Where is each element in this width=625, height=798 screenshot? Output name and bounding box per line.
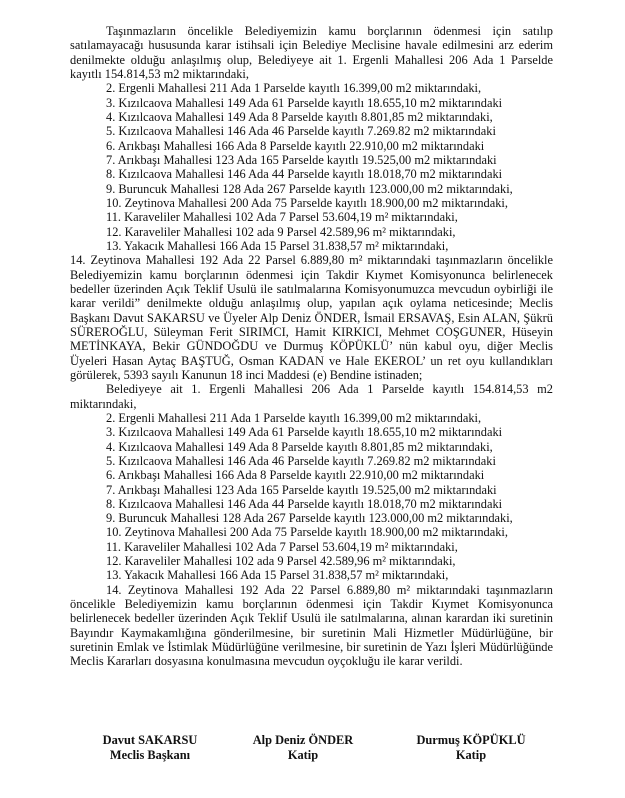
list-item: 9. Buruncuk Mahallesi 128 Ada 267 Parselde kayıtlı 123.000,00 m2 miktarındaki, <box>106 511 513 526</box>
signature-title: Katip <box>287 747 319 762</box>
list-item: 2. Ergenli Mahallesi 211 Ada 1 Parselde kayıtlı 16.399,00 m2 miktarındaki, <box>106 410 482 425</box>
signature-block <box>0 733 625 773</box>
list-item: 10. Zeytinova Mahallesi 200 Ada 75 Parselde kayıtlı 18.900,00 m2 miktarındaki, <box>106 525 508 540</box>
signature-title: Meclis Başkanı <box>109 747 191 762</box>
list-item: 10. Zeytinova Mahallesi 200 Ada 75 Parselde kayıtlı 18.900,00 m2 miktarındaki, <box>106 195 508 210</box>
list-item: 12. Karaveliler Mahallesi 102 ada 9 Parsel 42.589,96 m² miktarındaki, <box>106 554 456 569</box>
list-item: 4. Kızılcaova Mahallesi 149 Ada 8 Parselde kayıtlı 8.801,85 m2 miktarındaki, <box>106 109 493 124</box>
list-item: 9. Buruncuk Mahallesi 128 Ada 267 Parselde kayıtlı 123.000,00 m2 miktarındaki, <box>106 181 513 196</box>
list-item: 2. Ergenli Mahallesi 211 Ada 1 Parselde kayıtlı 16.399,00 m2 miktarındaki, <box>106 81 482 96</box>
document-body <box>70 24 553 669</box>
decision-paragraph: Belediyeye ait 1. Ergenli Mahallesi 206 Ada 1 Parselde kayıtlı 154.814,53 m2 miktarındaki, <box>70 382 553 411</box>
vote-paragraph: 14. Zeytinova Mahallesi 192 Ada 22 Parsel 6.889,80 m² miktarındaki taşınmazların öncelikle Belediyemizin kamu borçlarının ödenmesi için Takdir Kıymet Komisyonunca belirlenecek bedeller üzerinden Açık Teklif Usulü ile satılmalarına Komisyonumuzca mevcudun oybirliği ile karar verildi” denilmekte olduğu anlaşılmış olup, yapılan açık oylama neticesinde; Meclis Başkanı Davut SAKARSU ve Üyeler Alp Deniz ÖNDER, İsmail ERSAVAŞ, Esin ALAN, Şükrü SÜREROĞLU, Süleyman Ferit SIRIMCI, Hamit KIRKICI, Mehmet COŞGUNER, Hüseyin METİNKAYA, Bekir GÜNDOĞDU ve Durmuş KÖPÜKLÜ’ nün kabul oyu, diğer Meclis Üyeleri Hasan Aytaç BAŞTUĞ, Osman KADAN ve Hale EKEROL’ un ret oyu kullandıkları görülerek, 5393 sayılı Kanunun 18 inci Maddesi (e) Bendine istinaden; <box>70 253 553 382</box>
first-parcel-list <box>70 81 553 253</box>
list-item: 7. Arıkbaşı Mahallesi 123 Ada 165 Parselde kayıtlı 19.525,00 m2 miktarındaki <box>106 482 497 497</box>
list-item: 5. Kızılcaova Mahallesi 146 Ada 46 Parselde kayıtlı 7.269.82 m2 miktarındaki <box>106 124 496 139</box>
list-item: 6. Arıkbaşı Mahallesi 166 Ada 8 Parselde kayıtlı 22.910,00 m2 miktarındaki <box>106 468 485 483</box>
list-item: 13. Yakacık Mahallesi 166 Ada 15 Parsel 31.838,57 m² miktarındaki, <box>106 568 449 583</box>
second-parcel-list <box>70 411 553 583</box>
signature-chairman <box>70 733 230 762</box>
list-item: 8. Kızılcaova Mahallesi 146 Ada 44 Parselde kayıtlı 18.018,70 m2 miktarındaki <box>106 496 503 511</box>
list-item: 13. Yakacık Mahallesi 166 Ada 15 Parsel 31.838,57 m² miktarındaki, <box>106 238 449 253</box>
list-item: 11. Karaveliler Mahallesi 102 Ada 7 Parsel 53.604,19 m² miktarındaki, <box>106 539 458 554</box>
final-paragraph: 14. Zeytinova Mahallesi 192 Ada 22 Parsel 6.889,80 m² miktarındaki taşınmazların öncelikle Belediyemizin kamu borçlarının ödenmesi için Takdir Kıymet Komisyonunca belirlenecek bedeller üzerinden Açık Teklif Usulü ile satılmalarına, alınan karardan iki suretinin Bayındır Kaymakamlığına gönderilmesine, bir suretinin Mali Hizmetler Müdürlüğüne, bir suretinin Emlak ve İstimlak Müdürlüğüne verilmesine, bir suretinin de Yazı İşleri Müdürlüğünde Meclis Kararları dosyasına konulmasına mevcudun oyçokluğu ile karar verildi. <box>70 582 553 669</box>
list-item: 3. Kızılcaova Mahallesi 149 Ada 61 Parselde kayıtlı 18.655,10 m2 miktarındaki <box>106 95 503 110</box>
list-item: 12. Karaveliler Mahallesi 102 ada 9 Parsel 42.589,96 m² miktarındaki, <box>106 224 456 239</box>
intro-paragraph: Taşınmazların öncelikle Belediyemizin kamu borçlarının ödenmesi için satılıp satılamayacağı hususunda karar istihsali için Belediye Meclisine havale edilmesini arz ederim denilmekte olduğu anlaşılmış olup, Belediyeye ait 1. Ergenli Mahallesi 206 Ada 1 Parselde kayıtlı 154.814,53 m2 miktarındaki, <box>70 24 553 81</box>
signature-name: Davut SAKARSU <box>102 733 198 747</box>
list-item: 7. Arıkbaşı Mahallesi 123 Ada 165 Parselde kayıtlı 19.525,00 m2 miktarındaki <box>106 152 497 167</box>
list-item: 11. Karaveliler Mahallesi 102 Ada 7 Parsel 53.604,19 m² miktarındaki, <box>106 210 458 225</box>
list-item: 3. Kızılcaova Mahallesi 149 Ada 61 Parselde kayıtlı 18.655,10 m2 miktarındaki <box>106 425 503 440</box>
signature-name: Durmuş KÖPÜKLÜ <box>416 733 526 747</box>
list-item: 4. Kızılcaova Mahallesi 149 Ada 8 Parselde kayıtlı 8.801,85 m2 miktarındaki, <box>106 439 493 454</box>
signature-clerk-2 <box>391 733 551 762</box>
list-item: 6. Arıkbaşı Mahallesi 166 Ada 8 Parselde kayıtlı 22.910,00 m2 miktarındaki <box>106 138 485 153</box>
signature-title: Katip <box>455 747 487 762</box>
signature-name: Alp Deniz ÖNDER <box>252 733 354 747</box>
list-item: 5. Kızılcaova Mahallesi 146 Ada 46 Parselde kayıtlı 7.269.82 m2 miktarındaki <box>106 453 496 468</box>
signature-clerk-1 <box>223 733 383 762</box>
list-item: 8. Kızılcaova Mahallesi 146 Ada 44 Parselde kayıtlı 18.018,70 m2 miktarındaki <box>106 167 503 182</box>
